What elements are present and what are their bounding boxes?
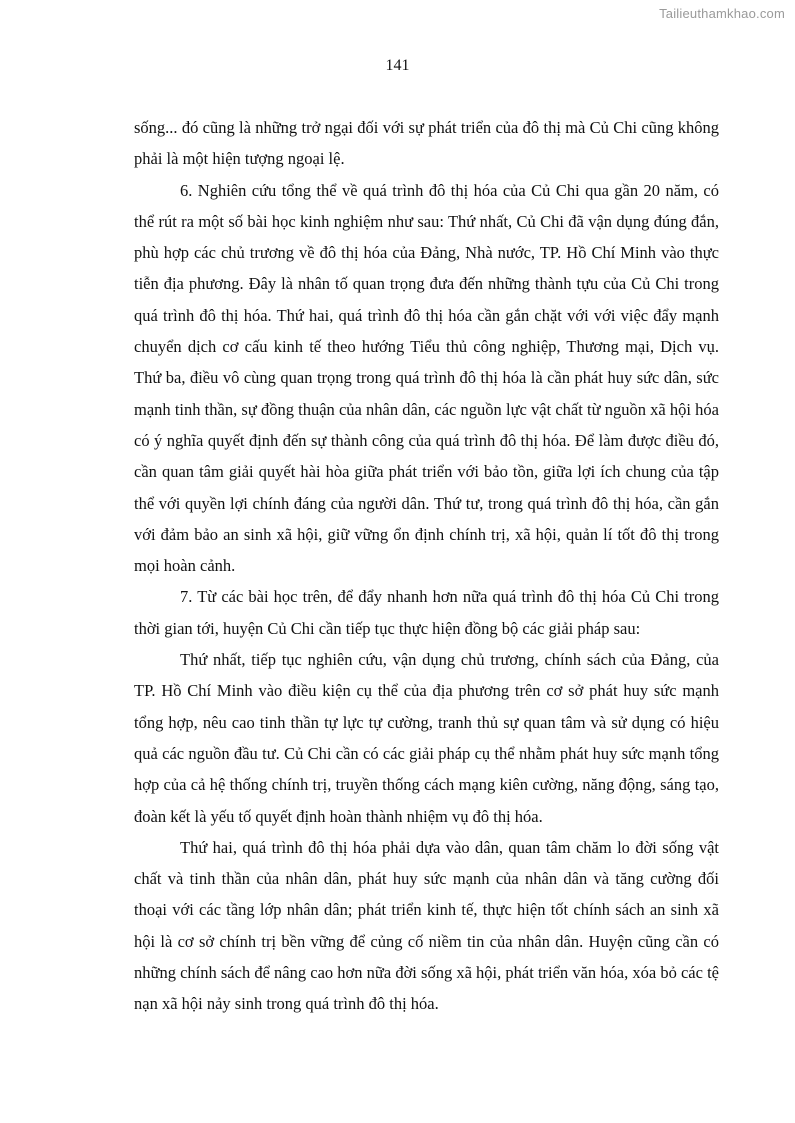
page-number: 141 (385, 57, 410, 74)
paragraph-solutions-intro: 7. Từ các bài học trên, để đẩy nhanh hơn nữa quá trình đô thị hóa Củ Chi trong thời gian tới, huyện Củ Chi cần tiếp tục thực hiện đồng bộ các giải pháp sau: (134, 587, 719, 638)
document-body (134, 112, 719, 1020)
paragraph-solution-first: Thứ nhất, tiếp tục nghiên cứu, vận dụng chủ trương, chính sách của Đảng, của TP. Hồ Chí Minh vào điều kiện cụ thể của địa phương trên cơ sở phát huy sức mạnh tổng hợp, nêu cao tinh thần tự lực tự cường, tranh thủ sự quan tâm và sử dụng có hiệu quả các nguồn đầu tư. Củ Chi cần có các giải pháp cụ thể nhằm phát huy sức mạnh tổng hợp của cả hệ thống chính trị, truyền thống cách mạng kiên cường, năng động, sáng tạo, đoàn kết là yếu tố quyết định hoàn thành nhiệm vụ đô thị hóa. (134, 650, 719, 826)
paragraph-lessons: 6. Nghiên cứu tổng thể về quá trình đô thị hóa của Củ Chi qua gần 20 năm, có thể rút ra một số bài học kinh nghiệm như sau: Thứ nhất, Củ Chi đã vận dụng đúng đắn, phù hợp các chủ trương về đô thị hóa của Đảng, Nhà nước, TP. Hồ Chí Minh vào thực tiễn địa phương. Đây là nhân tố quan trọng đưa đến những thành tựu của Củ Chi trong quá trình đô thị hóa. Thứ hai, quá trình đô thị hóa cần gắn chặt với với việc đẩy mạnh chuyển dịch cơ cấu kinh tế theo hướng Tiểu thủ công nghiệp, Thương mại, Dịch vụ. Thứ ba, điều vô cùng quan trọng trong quá trình đô thị hóa là cần phát huy sức dân, sức mạnh tinh thần, sự đồng thuận của nhân dân, các nguồn lực vật chất từ nguồn xã hội hóa có ý nghĩa quyết định đến sự thành công của quá trình đô thị hóa. Để làm được điều đó, cần quan tâm giải quyết hài hòa giữa phát triển với bảo tồn, giữa lợi ích chung của tập thể với quyền lợi chính đáng của người dân. Thứ tư, trong quá trình đô thị hóa, cần gắn với đảm bảo an sinh xã hội, giữ vững ổn định chính trị, xã hội, quản lí tốt đô thị trong mọi hoàn cảnh. (134, 180, 719, 576)
paragraph-solution-second: Thứ hai, quá trình đô thị hóa phải dựa vào dân, quan tâm chăm lo đời sống vật chất và tinh thần của nhân dân, phát huy sức mạnh của nhân dân và tăng cường đối thoại với các tầng lớp nhân dân; phát triển kinh tế, thực hiện tốt chính sách an sinh xã hội là cơ sở chính trị bền vững để củng cố niềm tin của nhân dân. Huyện cũng cần có những chính sách để nâng cao hơn nữa đời sống xã hội, phát triển văn hóa, xóa bỏ các tệ nạn xã hội nảy sinh trong quá trình đô thị hóa. (134, 837, 719, 1014)
paragraph-continuation: sống... đó cũng là những trở ngại đối với sự phát triển của đô thị mà Củ Chi cũng không phải là một hiện tượng ngoại lệ. (134, 118, 719, 169)
watermark-text: Tailieuthamkhao.com (659, 6, 785, 21)
